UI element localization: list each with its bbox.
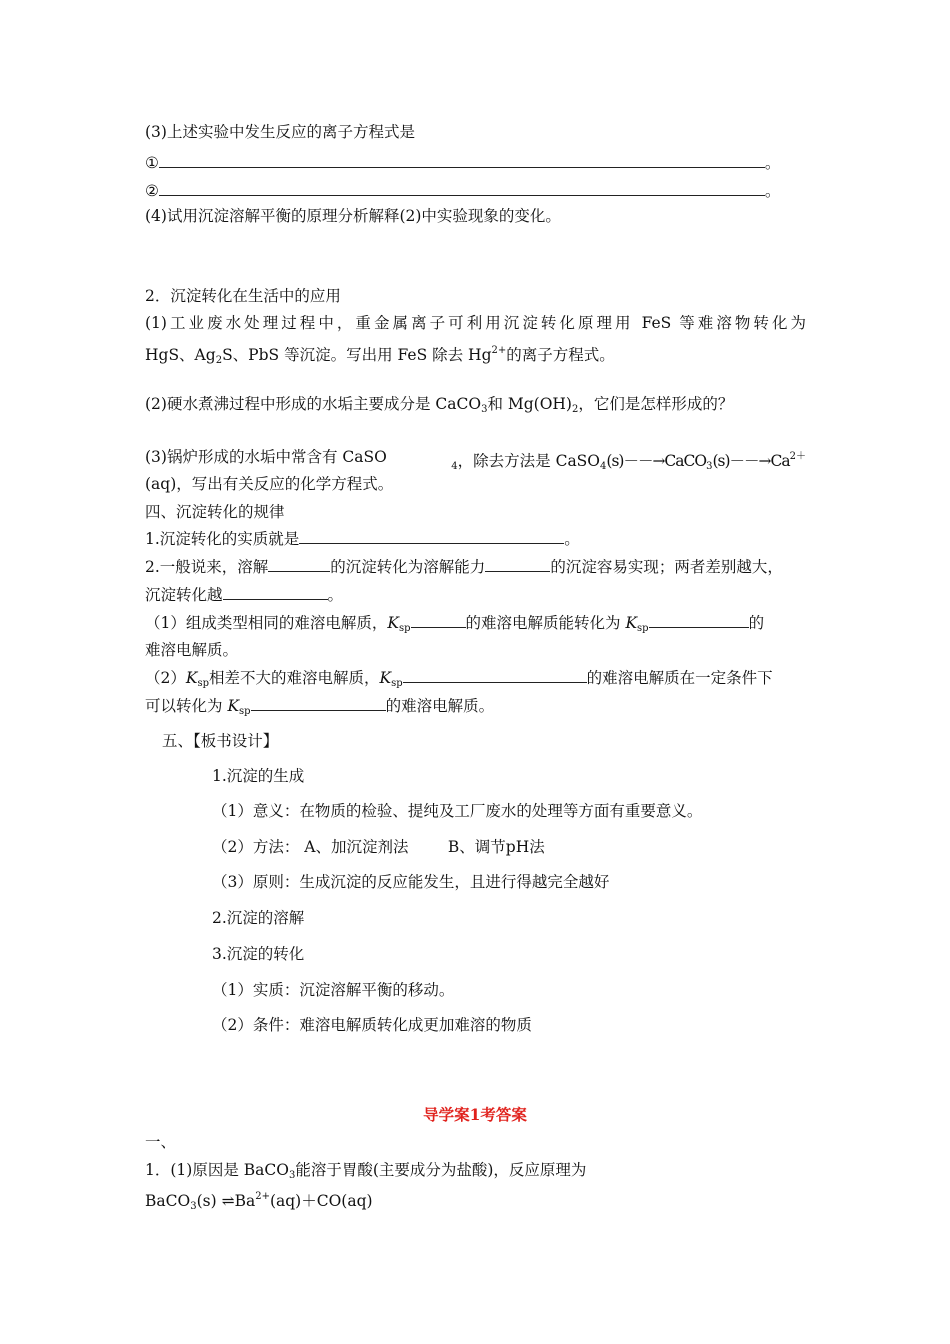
superscript: 2+	[255, 1191, 270, 1202]
text: 的离子方程式。	[506, 346, 615, 364]
subscript: sp	[637, 623, 649, 634]
answers-equation	[145, 1187, 373, 1217]
text: ，除去方法是 CaSO	[457, 452, 601, 470]
text: 的沉淀容易实现；两者差别越大，	[550, 558, 783, 576]
answers-title: 导学案1考答案	[423, 1105, 527, 1124]
text: BaCO	[145, 1192, 191, 1210]
sec2-p1-line2	[145, 341, 615, 371]
ksp-symbol	[387, 614, 410, 632]
board-item: （2）条件：难溶电解质转化成更加难溶的物质	[212, 1016, 532, 1034]
text: K	[387, 614, 399, 632]
board-item: 3.沉淀的转化	[212, 945, 305, 963]
text: (s)	[196, 1192, 222, 1210]
answer-blank[interactable]	[251, 695, 386, 711]
sec4-line6	[145, 667, 773, 694]
answer-blank[interactable]	[159, 180, 765, 196]
text: 和 Mg(OH)	[487, 395, 572, 413]
q4-text: (4)试用沉淀溶解平衡的原理分析解释(2)中实验现象的变化。	[145, 207, 561, 225]
text: 可以转化为	[145, 697, 228, 715]
text: S、PbS 等沉淀。写出用 FeS 除去 Hg	[222, 346, 492, 364]
subscript: sp	[197, 678, 210, 689]
sec4-line3	[145, 584, 343, 605]
answer-blank[interactable]	[485, 556, 550, 572]
ksp-symbol	[186, 669, 209, 687]
sec2-title: 2．沉淀转化在生活中的应用	[145, 287, 341, 305]
text: 的沉淀转化为溶解能力	[330, 558, 486, 576]
text: HgS、Ag	[145, 346, 216, 364]
text: 的难溶电解质在一定条件下	[586, 669, 773, 687]
text: K	[227, 697, 240, 715]
text: 的	[748, 614, 765, 632]
item-marker: ①	[145, 154, 159, 172]
text: 1.沉淀转化的实质就是	[145, 530, 300, 548]
answers-part: 一、	[145, 1133, 177, 1151]
text: K	[379, 669, 392, 687]
q3-title: (3)上述实验中发生反应的离子方程式是	[145, 123, 415, 141]
board-item: 1.沉淀的生成	[212, 767, 305, 785]
text: 1．(1)原因是 BaCO	[145, 1161, 289, 1179]
answer-blank[interactable]	[299, 528, 564, 544]
sec4-line1	[145, 528, 580, 549]
text: （2）	[145, 669, 186, 687]
subscript: 3	[481, 404, 488, 415]
item-marker: ②	[145, 182, 159, 200]
sec4-line7	[145, 695, 494, 722]
sec2-p2	[145, 394, 733, 420]
text: （1）组成类型相同的难溶电解质，	[145, 614, 388, 632]
sec2-p1-line1: (1)工业废水处理过程中，重金属离子可利用沉淀转化原理用 FeS 等难溶物转化为	[145, 314, 806, 332]
text: ，它们是怎样形成的？	[578, 395, 734, 413]
answers-line1	[145, 1160, 586, 1186]
board-item: （3）原则：生成沉淀的反应能发生，且进行得越完全越好	[212, 873, 610, 891]
subscript: sp	[398, 623, 411, 634]
sec4-line5: 难溶电解质。	[145, 641, 239, 659]
text: 。	[564, 530, 580, 548]
ksp-symbol	[227, 697, 250, 715]
text: (s)－－→CaCO	[606, 452, 707, 470]
end-mark: 。	[764, 154, 781, 172]
text: 的难溶电解质。	[385, 697, 495, 715]
superscript: 2+	[491, 345, 507, 356]
text: 2.一般说来，溶解	[145, 558, 269, 576]
answer-blank[interactable]	[223, 584, 328, 600]
board-item: （1）实质：沉淀溶解平衡的移动。	[212, 981, 455, 999]
sec4-line4	[145, 612, 764, 639]
subscript: sp	[239, 706, 251, 717]
text: (aq)＋CO(aq)	[269, 1192, 373, 1210]
text: (3)锅炉形成的水垢中常含有 CaSO	[145, 448, 387, 466]
equilibrium-arrow-icon: ⇌	[221, 1192, 235, 1210]
subscript: sp	[391, 678, 403, 689]
answer-blank[interactable]	[159, 152, 765, 168]
q3-item1	[145, 152, 780, 173]
subscript: 4	[600, 461, 607, 472]
ksp-symbol	[380, 669, 403, 687]
sec5-title: 五、【板书设计】	[162, 732, 279, 750]
text: K	[625, 614, 638, 632]
subscript: 2	[571, 404, 579, 415]
ksp-symbol	[625, 614, 648, 632]
sec2-p3-line2: (aq)，写出有关反应的化学方程式。	[145, 475, 394, 493]
subscript: 4	[451, 461, 458, 472]
superscript: 2＋	[789, 451, 806, 462]
text: (2)硬水煮沸过程中形成的水垢主要成分是 CaCO	[145, 395, 482, 413]
board-item: （2）方法： A、加沉淀剂法 B、调节pH法	[212, 838, 545, 856]
answer-blank[interactable]	[403, 667, 587, 683]
end-mark: 。	[764, 182, 781, 200]
text: 相差不大的难溶电解质，	[209, 669, 380, 687]
text: Ba	[234, 1192, 256, 1210]
subscript: 3	[288, 1170, 296, 1181]
text: 沉淀转化越	[145, 586, 223, 604]
answer-blank[interactable]	[411, 612, 466, 628]
q3-item2	[145, 180, 780, 201]
subscript: 3	[190, 1201, 197, 1212]
answer-blank[interactable]	[649, 612, 749, 628]
text: 能溶于胃酸(主要成分为盐酸)，反应原理为	[295, 1161, 587, 1179]
answer-blank[interactable]	[268, 556, 330, 572]
sec4-title: 四、沉淀转化的规律	[145, 503, 285, 521]
subscript: 2	[215, 355, 223, 366]
board-item: 2.沉淀的溶解	[212, 909, 305, 927]
text: K	[185, 669, 198, 687]
sec4-line2	[145, 556, 783, 577]
board-item: （1）意义：在物质的检验、提纯及工厂废水的处理等方面有重要意义。	[212, 802, 703, 820]
subscript: 3	[706, 461, 713, 472]
text: (s)－－→Ca	[712, 452, 790, 470]
sec2-p3-line1	[145, 447, 806, 477]
text: 。	[327, 586, 344, 604]
text: 的难溶电解质能转化为	[465, 614, 626, 632]
